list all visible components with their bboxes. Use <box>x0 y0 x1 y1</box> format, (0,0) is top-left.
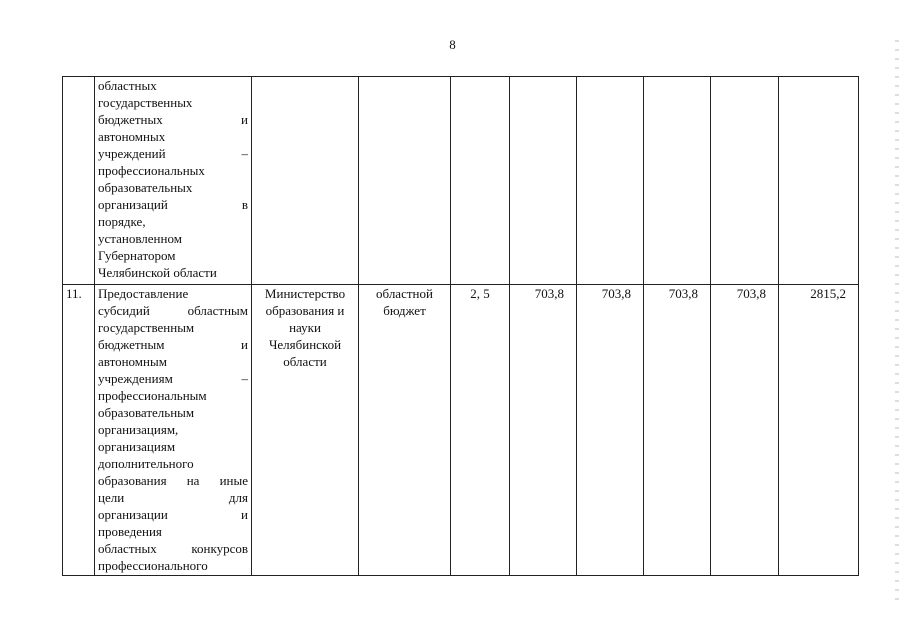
measure-name-line: образования на иные <box>98 473 248 488</box>
year4-cell <box>711 77 779 285</box>
measure-name-line: государственных <box>98 95 193 110</box>
year3-cell <box>644 77 711 285</box>
task-cell: 2, 5 <box>451 285 510 576</box>
page-number: 8 <box>449 37 456 52</box>
year1-cell: 703,8 <box>510 285 577 576</box>
source-cell <box>359 77 451 285</box>
measure-name-line: проведения <box>98 524 162 539</box>
measure-name-line: Предоставление <box>98 286 189 301</box>
year3-cell: 703,8 <box>644 285 711 576</box>
measure-name-line: профессиональных <box>98 163 205 178</box>
measure-name-line: бюджетным и <box>98 337 248 352</box>
measure-name-line: профессиональным <box>98 388 207 403</box>
measure-name-line: дополнительного <box>98 456 194 471</box>
year2-cell: 703,8 <box>577 285 644 576</box>
measure-name-line: организациям <box>98 439 176 454</box>
measure-name-line: организациям, <box>98 422 179 437</box>
measure-name-text <box>98 77 248 281</box>
measure-name-line: порядке, <box>98 214 146 229</box>
measure-name-cell <box>95 285 252 576</box>
program-table <box>62 76 859 576</box>
measure-name-cell <box>95 77 252 285</box>
measure-name-line: организации и <box>98 507 248 522</box>
measure-name-line: учреждениям – <box>98 371 248 386</box>
total-cell: 2815,2 <box>779 285 859 576</box>
measure-name-line: автономных <box>98 129 166 144</box>
measure-name-line: Челябинской области <box>98 265 217 280</box>
measure-name-text <box>98 285 248 574</box>
measure-name-line: Губернатором <box>98 248 176 263</box>
table-row <box>63 285 859 576</box>
year1-cell <box>510 77 577 285</box>
row-number-cell: 11. <box>63 285 95 576</box>
measure-name-line: образовательных <box>98 180 193 195</box>
executor-cell: Министерство образования и науки Челябинской области <box>252 285 359 576</box>
measure-name-line: установленном <box>98 231 182 246</box>
executor-cell <box>252 77 359 285</box>
measure-name-line: профессионального <box>98 558 208 573</box>
measure-name-line: учреждений – <box>98 146 248 161</box>
measure-name-line: цели для <box>98 490 248 505</box>
row-number-cell <box>63 77 95 285</box>
measure-name-line: областных <box>98 78 157 93</box>
scan-edge-noise <box>895 40 899 600</box>
source-cell: областной бюджет <box>359 285 451 576</box>
year4-cell: 703,8 <box>711 285 779 576</box>
measure-name-line: организаций в <box>98 197 248 212</box>
year2-cell <box>577 77 644 285</box>
table-row <box>63 77 859 285</box>
measure-name-line: областных конкурсов <box>98 541 248 556</box>
measure-name-line: бюджетных и <box>98 112 248 127</box>
measure-name-line: государственным <box>98 320 195 335</box>
task-cell <box>451 77 510 285</box>
total-cell <box>779 77 859 285</box>
measure-name-line: субсидий областным <box>98 303 248 318</box>
measure-name-line: автономным <box>98 354 167 369</box>
measure-name-line: образовательным <box>98 405 195 420</box>
